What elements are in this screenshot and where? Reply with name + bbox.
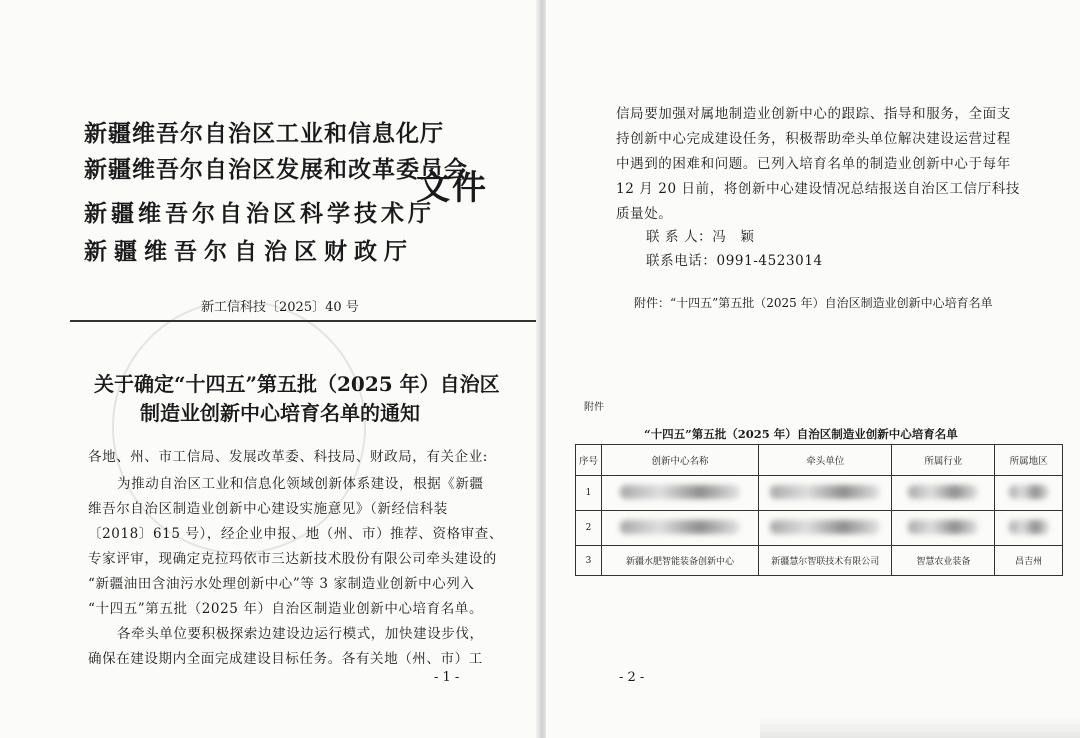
issuing-org-4: 新疆维吾尔自治区财政厅 — [84, 238, 414, 265]
body-line-4: 专家评审，现确定克拉玛依市三达新技术股份有限公司牵头建设的 — [88, 551, 497, 567]
cultivation-list-table — [575, 444, 1063, 576]
page-number: - 1 - — [434, 670, 460, 685]
p2-body-line-5: 质量处。 — [616, 206, 673, 222]
row-industry: 智慧农业装备 — [892, 546, 995, 576]
recipients: 各地、州、市工信局、发展改革委、科技局、财政局，有关企业: — [88, 449, 488, 465]
table-row — [576, 476, 1063, 511]
table-row — [576, 546, 1063, 576]
page-fold-shadow — [760, 716, 1080, 738]
attachment-line: 附件：“十四五”第五批（2025 年）自治区制造业创新中心培育名单 — [634, 296, 993, 310]
p2-body-line-3: 中遇到的困难和问题。已列入培育名单的制造业创新中心于每年 — [616, 156, 1011, 172]
row-center: 新疆水肥智能装备创新中心 — [602, 546, 759, 576]
row-lead: 新疆慧尔智联技术有限公司 — [759, 546, 892, 576]
page-number: - 2 - — [619, 670, 645, 685]
row-region: 昌吉州 — [995, 546, 1063, 576]
notice-title-line-1: 关于确定“十四五”第五批（2025 年）自治区 — [94, 372, 500, 396]
table-title: “十四五”第五批（2025 年）自治区制造业创新中心培育名单 — [644, 427, 958, 441]
issuing-org-3: 新疆维吾尔自治区科学技术厅 — [84, 200, 435, 227]
issuing-org-1: 新疆维吾尔自治区工业和信息化厅 — [84, 120, 444, 147]
phone-row — [646, 249, 823, 269]
document-page-1 — [0, 0, 538, 738]
redacted-cell — [602, 511, 759, 546]
phone-label: 联系电话： — [646, 253, 717, 269]
body-line-3: 〔2018〕615 号），经企业申报、地（州、市）推荐、资格审查、 — [88, 526, 503, 542]
document-number: 新工信科技〔2025〕40 号 — [201, 300, 359, 315]
row-no: 2 — [576, 511, 602, 546]
attachment-tag: 附件 — [584, 402, 604, 413]
contact-label: 联 系 人： — [646, 229, 713, 245]
body-line-6: “十四五”第五批（2025 年）自治区制造业创新中心培育名单。 — [88, 601, 484, 617]
contact-row — [646, 225, 755, 245]
redacted-cell — [892, 511, 995, 546]
notice-title-line-2: 制造业创新中心培育名单的通知 — [140, 401, 420, 425]
p2-body-line-2: 持创新中心完成建设任务，积极帮助牵头单位解决建设运营过程 — [616, 131, 1011, 147]
header-region: 所属地区 — [995, 445, 1063, 476]
redacted-cell — [892, 476, 995, 511]
document-page-2 — [546, 0, 1080, 738]
header-lead: 牵头单位 — [759, 445, 892, 476]
redacted-cell — [759, 511, 892, 546]
body-line-5: “新疆油田含油污水处理创新中心”等 3 家制造业创新中心列入 — [88, 576, 475, 592]
issuing-org-2: 新疆维吾尔自治区发展和改革委员会 — [84, 156, 468, 183]
p2-body-line-4: 12 月 20 日前，将创新中心建设情况总结报送自治区工信厅科技 — [616, 181, 1020, 197]
body-line-7: 各牵头单位要积极探索边建设边运行模式，加快建设步伐， — [117, 626, 484, 642]
redacted-cell — [602, 476, 759, 511]
body-line-2: 维吾尔自治区制造业创新中心建设实施意见》（新经信科装 — [88, 501, 448, 517]
redacted-cell — [995, 476, 1063, 511]
p2-body-line-1: 信局要加强对属地制造业创新中心的跟踪、指导和服务，全面支 — [616, 106, 1011, 122]
document-label: 文件 — [416, 168, 488, 208]
redacted-cell — [759, 476, 892, 511]
header-center: 创新中心名称 — [602, 445, 759, 476]
redacted-cell — [995, 511, 1063, 546]
header-no: 序号 — [576, 445, 602, 476]
row-no: 1 — [576, 476, 602, 511]
table-row — [576, 511, 1063, 546]
header-industry: 所属行业 — [892, 445, 995, 476]
body-line-1: 为推动自治区工业和信息化领域创新体系建设，根据《新疆 — [117, 476, 484, 492]
table-header-row — [576, 445, 1063, 476]
contact-name: 冯 颖 — [712, 229, 755, 245]
phone-number: 0991-4523014 — [716, 253, 823, 269]
row-no: 3 — [576, 546, 602, 576]
header-divider — [70, 320, 538, 322]
body-line-8: 确保在建设期内全面完成建设目标任务。各有关地（州、市）工 — [88, 651, 483, 667]
